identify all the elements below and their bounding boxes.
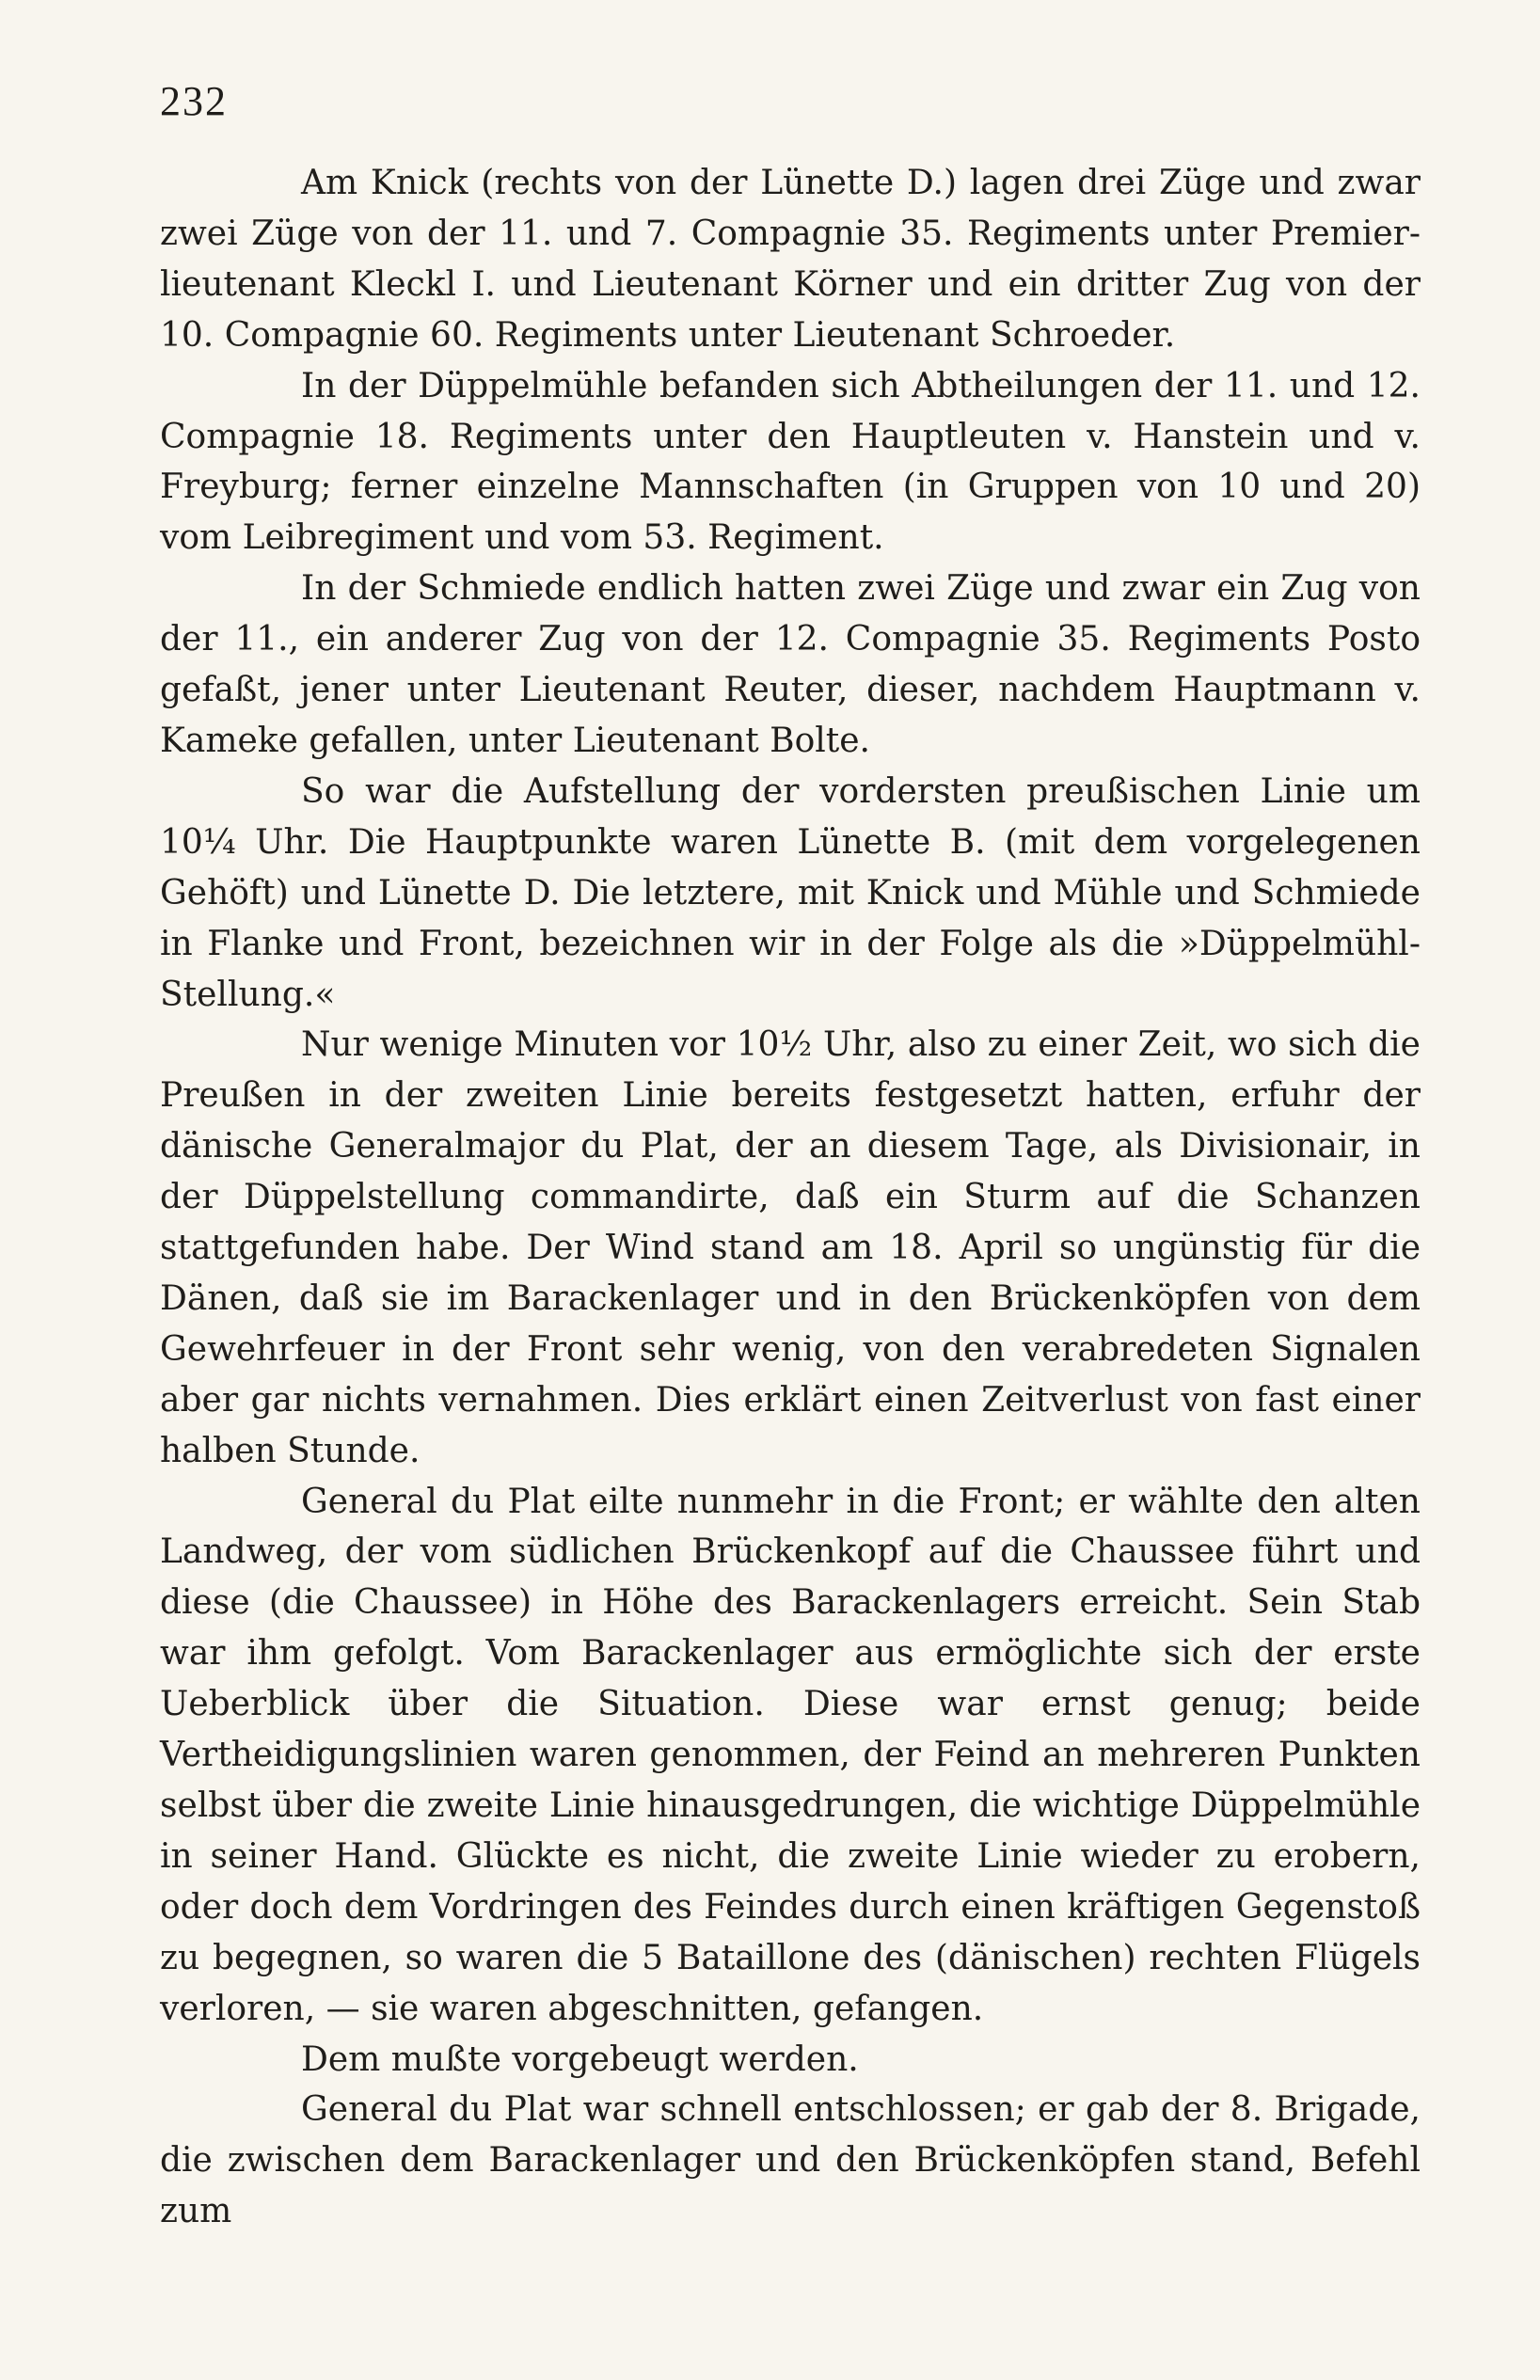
body-text <box>160 158 1421 2237</box>
paragraph-6: General du Plat eilte nunmehr in die Front; er wählte den alten Landweg, der vom südlichen Brückenkopf auf die Chaussee führt und diese (die Chaussee) in Höhe des Barackenlagers erreicht. Sein Stab war ihm gefolgt. Vom Barackenlager aus ermöglichte sich der erste Ueberblick über die Situation. Diese war ernst genug; beide Vertheidigungslinien waren genommen, der Feind an mehreren Punkten selbst über die zweite Linie hinausgedrungen, die wichtige Düppelmühle in seiner Hand. Glückte es nicht, die zweite Linie wieder zu erobern, oder doch dem Vordringen des Feindes durch einen kräftigen Gegenstoß zu begegnen, so waren die 5 Bataillone des (dänischen) rechten Flügels verloren, — sie waren abgeschnitten, gefangen. <box>160 1482 1421 2028</box>
paragraph-8: General du Plat war schnell entschlossen; er gab der 8. Brigade, die zwischen dem Barackenlager und den Brückenköpfen stand, Befehl zum <box>160 2090 1421 2231</box>
paragraph-7: Dem mußte vorgebeugt werden. <box>301 2039 859 2079</box>
page-number: 232 <box>160 78 228 124</box>
paragraph-5: Nur wenige Minuten vor 10½ Uhr, also zu einer Zeit, wo sich die Preußen in der zweiten Linie bereits festgesetzt hatten, erfuhr der dänische Generalmajor du Plat, der an diesem Tage, als Divisionair, in der Düppelstellung commandirte, daß ein Sturm auf die Schanzen stattgefunden habe. Der Wind stand am 18. April so ungünstig für die Dänen, daß sie im Barackenlager und in den Brückenköpfen von dem Gewehrfeuer in der Front sehr wenig, von den verabredeten Signalen aber gar nichts vernahmen. Dies erklärt einen Zeitverlust von fast einer halben Stunde. <box>160 1025 1421 1470</box>
paragraph-2: In der Düppelmühle befanden sich Abtheilungen der 11. und 12. Compagnie 18. Regiments unter den Hauptleuten v. Hanstein und v. Freyburg; ferner einzelne Mannschaften (in Gruppen von 10 und 20) vom Leibregiment und vom 53. Regiment. <box>160 366 1421 558</box>
paragraph-4: So war die Aufstellung der vordersten preußischen Linie um 10¼ Uhr. Die Hauptpunkte waren Lünette B. (mit dem vorgelegenen Gehöft) und Lünette D. Die letztere, mit Knick und Mühle und Schmiede in Flanke und Front, bezeichnen wir in der Folge als die »Düppelmühl-Stellung.« <box>160 771 1421 1014</box>
paragraph-3: In der Schmiede endlich hatten zwei Züge und zwar ein Zug von der 11., ein anderer Zug von der 12. Compagnie 35. Regiments Posto gefaßt, jener unter Lieutenant Reuter, dieser, nachdem Hauptmann v. Kameke gefallen, unter Lieutenant Bolte. <box>160 569 1421 760</box>
paragraph-1: Am Knick (rechts von der Lünette D.) lagen drei Züge und zwar zwei Züge von der 11. und 7. Compagnie 35. Regiments unter Premier-lieutenant Kleckl I. und Lieutenant Körner und ein dritter Zug von der 10. Compagnie 60. Regiments unter Lieutenant Schroeder. <box>160 164 1421 355</box>
